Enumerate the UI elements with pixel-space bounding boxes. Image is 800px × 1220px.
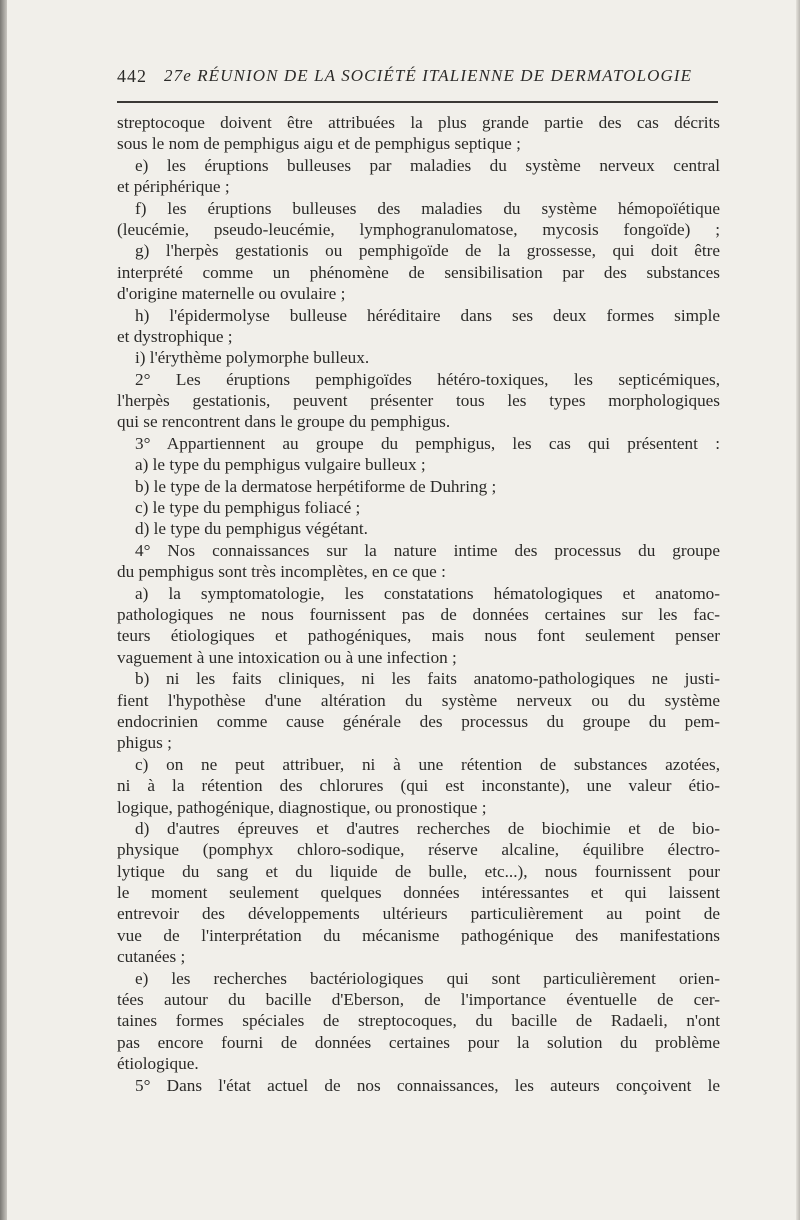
text-line: g) l'herpès gestationis ou pemphigoïde de la grossesse, qui doit être [135, 241, 720, 261]
text-line: physique (pomphyx chloro-sodique, réserve alcaline, équilibre électro- [117, 840, 720, 860]
body-text [117, 112, 720, 1096]
text-line: du pemphigus sont très incomplètes, en ce que : [117, 562, 446, 582]
text-line: vue de l'interprétation du mécanisme pathogénique des manifestations [117, 925, 720, 945]
text-line: a) le type du pemphigus vulgaire bulleux ; [135, 455, 426, 475]
text-line: pas encore fourni de données certaines pour la solution du problème [117, 1032, 720, 1052]
text-line: e) les éruptions bulleuses par maladies du système nerveux central [135, 155, 720, 175]
text-line: logique, pathogénique, diagnostique, ou pronostique ; [117, 797, 487, 817]
text-line: 4° Nos connaissances sur la nature intime des processus du groupe [135, 540, 720, 560]
text-line: pathologiques ne nous fournissent pas de données certaines sur les fac- [117, 604, 720, 624]
text-line: d'origine maternelle ou ovulaire ; [117, 284, 346, 304]
text-line: teurs étiologiques et pathogéniques, mais nous font seulement penser [117, 626, 720, 646]
text-line: cutanées ; [117, 947, 186, 967]
text-line: a) la symptomatologie, les constatations hématologiques et anatomo- [135, 583, 720, 603]
text-line: l'herpès gestationis, peuvent présenter tous les types morphologiques [117, 391, 720, 411]
text-line: interprété comme un phénomène de sensibilisation par des substances [117, 262, 720, 282]
text-line: c) on ne peut attribuer, ni à une rétention de substances azotées, [135, 754, 720, 774]
text-line: et dystrophique ; [117, 326, 233, 346]
text-line: b) le type de la dermatose herpétiforme de Duhring ; [135, 476, 497, 496]
text-line: i) l'érythème polymorphe bulleux. [135, 348, 370, 368]
running-title: 27e RÉUNION DE LA SOCIÉTÉ ITALIENNE DE DERMATOLOGIE [164, 66, 693, 85]
text-line: c) le type du pemphigus foliacé ; [135, 498, 361, 518]
text-line: sous le nom de pemphigus aigu et de pemphigus septique ; [117, 134, 521, 154]
text-line: d) d'autres épreuves et d'autres recherches de biochimie et de bio- [135, 818, 720, 838]
text-line: endocrinien comme cause générale des processus du groupe du pem- [117, 711, 720, 731]
running-header [117, 66, 717, 94]
text-line: tées autour du bacille d'Eberson, de l'importance éventuelle de cer- [117, 990, 720, 1010]
text-line: qui se rencontrent dans le groupe du pemphigus. [117, 412, 451, 432]
text-line: b) ni les faits cliniques, ni les faits anatomo-pathologiques ne justi- [135, 669, 720, 689]
text-line: vaguement à une intoxication ou à une infection ; [117, 647, 457, 667]
header-rule [117, 101, 718, 103]
text-line: lytique du sang et du liquide de bulle, etc...), nous fournissent pour [117, 861, 720, 881]
text-line: (leucémie, pseudo-leucémie, lymphogranulomatose, mycosis fongoïde) ; [117, 219, 720, 239]
text-line: 3° Appartiennent au groupe du pemphigus, les cas qui présentent : [135, 433, 720, 453]
text-line: 5° Dans l'état actuel de nos connaissances, les auteurs conçoivent le [135, 1075, 720, 1095]
text-line: taines formes spéciales de streptocoques, du bacille de Radaeli, n'ont [117, 1011, 720, 1031]
text-line: e) les recherches bactériologiques qui sont particulièrement orien- [135, 968, 720, 988]
text-line: phigus ; [117, 733, 172, 753]
text-line: le moment seulement quelques données intéressantes et qui laissent [117, 883, 720, 903]
text-line: ni à la rétention des chlorures (qui est inconstante), une valeur étio- [117, 776, 720, 796]
text-line: d) le type du pemphigus végétant. [135, 519, 368, 539]
book-binding-edge [0, 0, 7, 1220]
text-line: 2° Les éruptions pemphigoïdes hétéro-toxiques, les septicémiques, [135, 369, 720, 389]
page-number: 442 [117, 66, 147, 86]
text-line: streptocoque doivent être attribuées la plus grande partie des cas décrits [117, 113, 720, 132]
page-edge-shadow [796, 0, 800, 1220]
text-line: étiologique. [117, 1054, 199, 1074]
text-line: fient l'hypothèse d'une altération du système nerveux ou du système [117, 690, 720, 710]
text-line: f) les éruptions bulleuses des maladies du système hémopoïétique [135, 198, 720, 218]
text-line: h) l'épidermolyse bulleuse héréditaire dans ses deux formes simple [135, 305, 720, 325]
text-line: entrevoir des développements ultérieurs particulièrement au point de [117, 904, 720, 924]
text-line: et périphérique ; [117, 177, 230, 197]
